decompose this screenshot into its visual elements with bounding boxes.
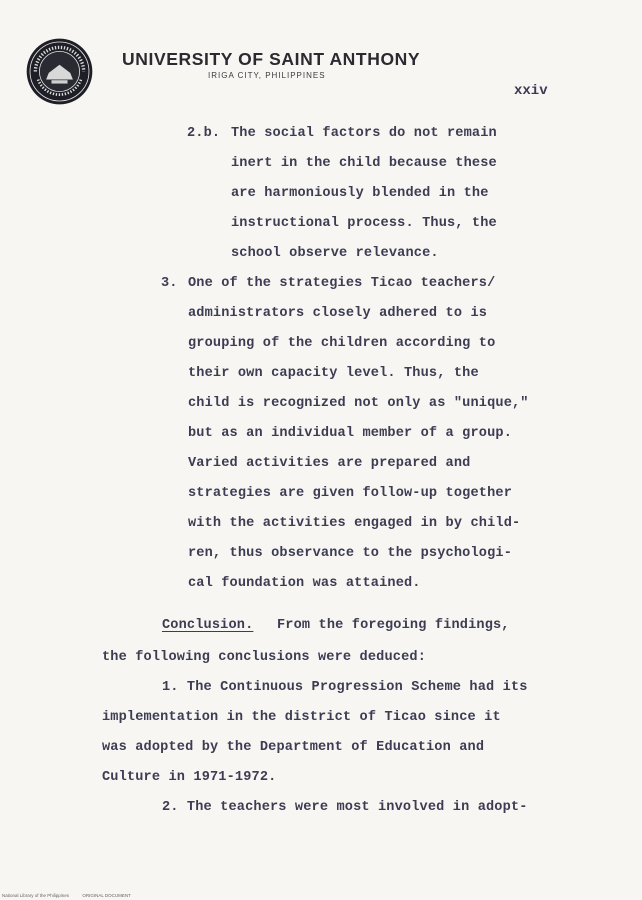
university-seal-logo <box>26 38 93 105</box>
item-3-line: Varied activities are prepared and <box>188 456 471 471</box>
item-3-line: administrators closely adhered to is <box>188 306 488 321</box>
footer-right: ORIGINAL DOCUMENT <box>82 893 131 898</box>
item-2b-line: school observe relevance. <box>231 246 439 261</box>
conclusion-heading: Conclusion. <box>162 618 254 633</box>
item-3-line: One of the strategies Ticao teachers/ <box>188 276 496 291</box>
conclusion-1-line: 1. The Continuous Progression Scheme had its <box>162 680 528 695</box>
item-3-line: with the activities engaged in by child- <box>188 516 521 531</box>
conclusion-2-line: 2. The teachers were most involved in adopt- <box>162 800 528 815</box>
institution-location: IRIGA CITY, PHILIPPINES <box>208 71 326 80</box>
conclusion-1-line: was adopted by the Department of Education and <box>102 740 485 755</box>
item-2b-line: The social factors do not remain <box>231 126 497 141</box>
item-3-line: child is recognized not only as "unique," <box>188 396 529 411</box>
item-2b-line: inert in the child because these <box>231 156 497 171</box>
conclusion-intro-line: the following conclusions were deduced: <box>102 650 426 665</box>
conclusion-1-line: Culture in 1971-1972. <box>102 770 277 785</box>
item-2b-marker: 2.b. <box>187 126 221 141</box>
item-3-line: strategies are given follow-up together <box>188 486 512 501</box>
item-3-line: grouping of the children according to <box>188 336 496 351</box>
page-number: xxiv <box>514 83 548 99</box>
item-3-marker: 3. <box>161 276 178 291</box>
item-3-line: cal foundation was attained. <box>188 576 421 591</box>
item-2b-line: instructional process. Thus, the <box>231 216 497 231</box>
item-3-line: their own capacity level. Thus, the <box>188 366 479 381</box>
conclusion-intro: From the foregoing findings, <box>277 618 510 633</box>
conclusion-1-line: implementation in the district of Ticao since it <box>102 710 501 725</box>
footer-left: National Library of the Philippines <box>2 893 70 898</box>
item-3-line: ren, thus observance to the psychologi- <box>188 546 512 561</box>
institution-name: UNIVERSITY OF SAINT ANTHONY <box>122 49 421 69</box>
item-2b-line: are harmoniously blended in the <box>231 186 489 201</box>
scan-footer <box>2 893 143 898</box>
item-3-line: but as an individual member of a group. <box>188 426 512 441</box>
